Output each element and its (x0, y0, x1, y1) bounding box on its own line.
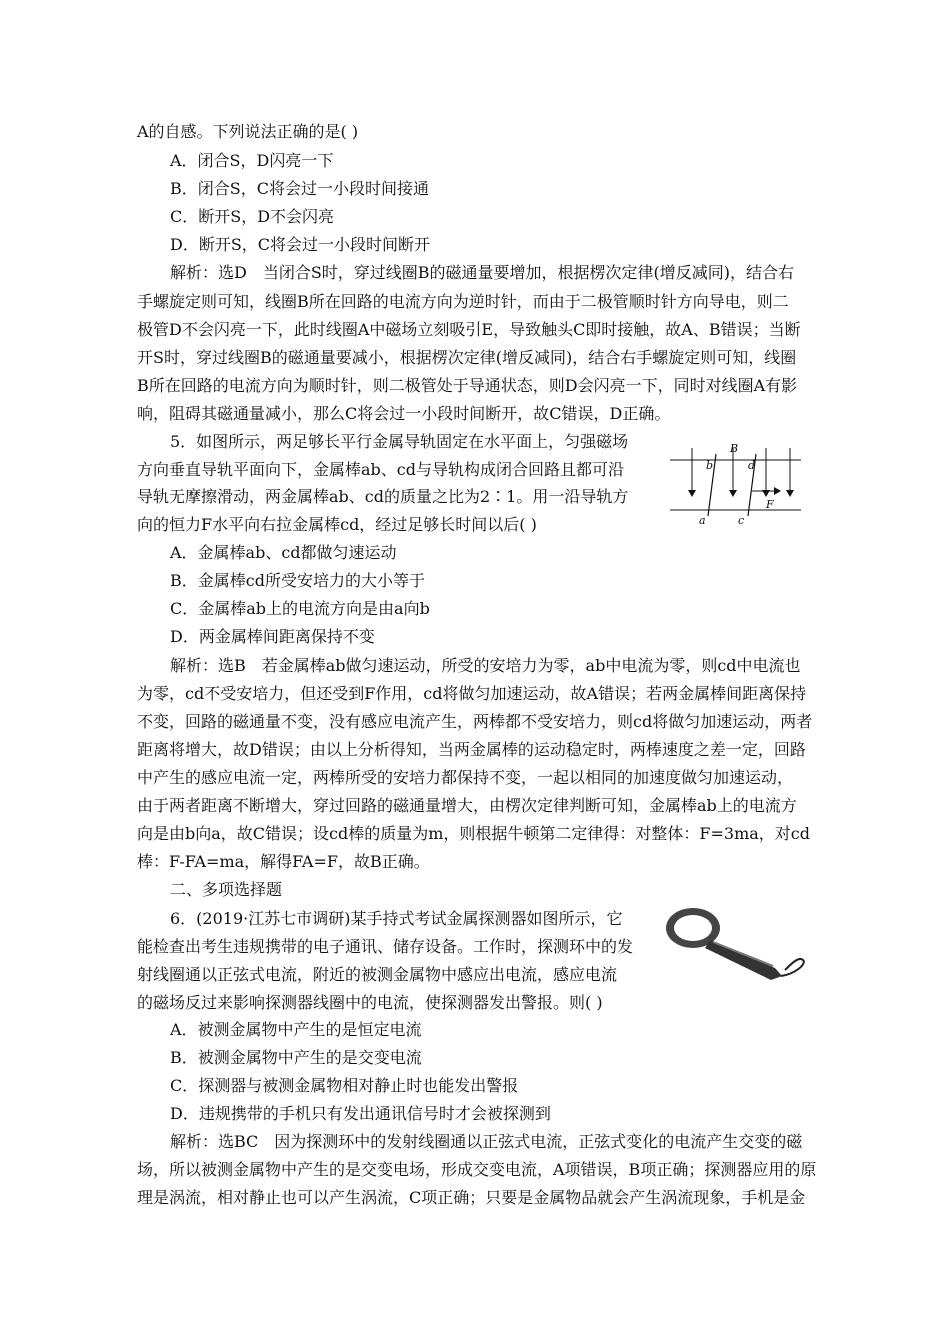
label-F: F (766, 498, 774, 511)
q6-stem-line: 的磁场反过来影响探测器线圈中的电流，使探测器发出警报。则( ) (137, 993, 603, 1012)
label-d: d (748, 459, 756, 472)
q5-stem-line: 导轨无摩擦滑动，两金属棒ab、cd的质量之比为2∶1。用一沿导轨方 (137, 487, 629, 506)
detector-ring-hole (674, 915, 712, 941)
q5-analysis-line: 棒：F-FA=ma，解得FA=F，故B正确。 (137, 852, 430, 871)
section-title: 二、多项选择题 (170, 880, 283, 899)
label-B: B (730, 442, 739, 455)
q5-analysis-line: 中产生的感应电流一定，两棒所受的安培力都保持不变，一起以相同的加速度做匀加速运动， (137, 768, 794, 787)
q5-analysis-line: 不变，回路的磁通量不变，没有感应电流产生，两棒都不受安培力，则cd将做匀加速运动，两者 (137, 712, 813, 731)
q4-analysis-line: 极管D不会闪亮一下，此时线圈A中磁场立刻吸引E，导致触头C即时接触，故A、B错误；当断 (137, 320, 801, 339)
label-b: b (706, 459, 714, 472)
q4-analysis-line: 响，阻碍其磁通量减小，那么C将会过一小段时间断开，故C错误，D正确。 (137, 404, 671, 423)
field-arrowhead (762, 490, 770, 497)
q5-option-c: C．金属棒ab上的电流方向是由a向b (170, 599, 430, 618)
q4-tail: A的自感。下列说法正确的是( ) (137, 122, 359, 141)
q6-analysis-line: 解析：选BC 因为探测环中的发射线圈通以正弦式电流，正弦式变化的电流产生交变的磁 (170, 1132, 803, 1151)
q5-analysis-line: 为零，cd不受安培力，但还受到F作用，cd将做匀加速运动，故A错误；若两金属棒间距离保持 (137, 684, 807, 703)
q5-stem-line: 向的恒力F水平向右拉金属棒cd，经过足够长时间以后( ) (137, 515, 537, 534)
detector-handle (705, 940, 782, 980)
metal-detector-image (655, 904, 815, 990)
q4-analysis-line: B所在回路的电流方向为顺时针，则二极管处于导通状态，则D会闪亮一下，同时对线圈A有影 (137, 376, 798, 395)
q6-option-c: C．探测器与被测金属物相对静止时也能发出警报 (170, 1076, 519, 1095)
q6-analysis-line: 理是涡流，相对静止也可以产生涡流，C项正确；只要是金属物品就会产生涡流现象，手机是金 (137, 1188, 806, 1207)
q4-option-c: C．断开S，D不会闪亮 (170, 207, 335, 226)
q6-option-b: B．被测金属物中产生的是交变电流 (170, 1048, 422, 1067)
label-a: a (699, 514, 706, 527)
label-c: c (738, 514, 745, 527)
field-arrowhead (786, 490, 794, 497)
q5-analysis-line: 向是由b向a，故C错误；设cd棒的质量为m，则根据牛顿第二定律得：对整体：F=3ma，对cd (137, 824, 811, 843)
q5-analysis-line: 距离将增大，故D错误；由以上分析得知，当两金属棒的运动稳定时，两棒速度之差一定，回路 (137, 740, 806, 759)
q5-option-d: D．两金属棒间距离保持不变 (170, 627, 375, 646)
q6-option-d: D．违规携带的手机只有发出通讯信号时才会被探测到 (170, 1104, 551, 1123)
q6-analysis-line: 场，所以被测金属物中产生的是交变电场，形成交变电流，A项错误，B项正确；探测器应用的原 (137, 1160, 817, 1179)
q4-option-b: B．闭合S，C将会过一小段时间接通 (170, 179, 429, 198)
q5-stem-line: 5．如图所示，两足够长平行金属导轨固定在水平面上，匀强磁场 (170, 432, 629, 451)
field-arrowhead (729, 490, 737, 497)
rail-circuit-figure (668, 436, 808, 528)
q4-analysis-line: 手螺旋定则可知，线圈B所在回路的电流方向为逆时针，而由于二极管顺时针方向导电，则二 (137, 292, 789, 311)
q6-stem-line: 射线圈通以正弦式电流，附近的被测金属物中感应出电流，感应电流 (137, 965, 618, 984)
q4-option-d: D．断开S，C将会过一小段时间断开 (170, 235, 431, 254)
q6-stem-line: 能检查出考生违规携带的电子通讯、储存设备。工作时，探测环中的发 (137, 937, 634, 956)
q5-analysis-line: 解析：选B 若金属棒ab做匀速运动，所受的安培力为零，ab中电流为零，则cd中电流也 (170, 656, 801, 675)
q5-option-b: B．金属棒cd所受安培力的大小等于 (170, 571, 425, 590)
force-arrowhead (774, 487, 781, 495)
q6-stem-line: 6．(2019·江苏七市调研)某手持式考试金属探测器如图所示，它 (170, 909, 623, 928)
q5-option-a: A．金属棒ab、cd都做匀速运动 (170, 543, 397, 562)
field-arrowhead (688, 490, 696, 497)
q4-analysis-line: 解析：选D 当闭合S时，穿过线圈B的磁通量要增加，根据楞次定律(增反减同)，结合右 (170, 263, 795, 282)
q5-stem-line: 方向垂直导轨平面向下，金属棒ab、cd与导轨构成闭合回路且都可沿 (137, 460, 624, 479)
q4-analysis-line: 开S时，穿过线圈B的磁通量要减小，根据楞次定律(增反减同)，结合右手螺旋定则可知，线圈 (137, 348, 797, 367)
q5-analysis-line: 由于两者距离不断增大，穿过回路的磁通量增大，由楞次定律判断可知，金属棒ab上的电流方 (137, 796, 797, 815)
detector-strap (781, 959, 804, 976)
q4-option-a: A．闭合S，D闪亮一下 (170, 151, 334, 170)
q6-option-a: A．被测金属物中产生的是恒定电流 (170, 1020, 422, 1039)
